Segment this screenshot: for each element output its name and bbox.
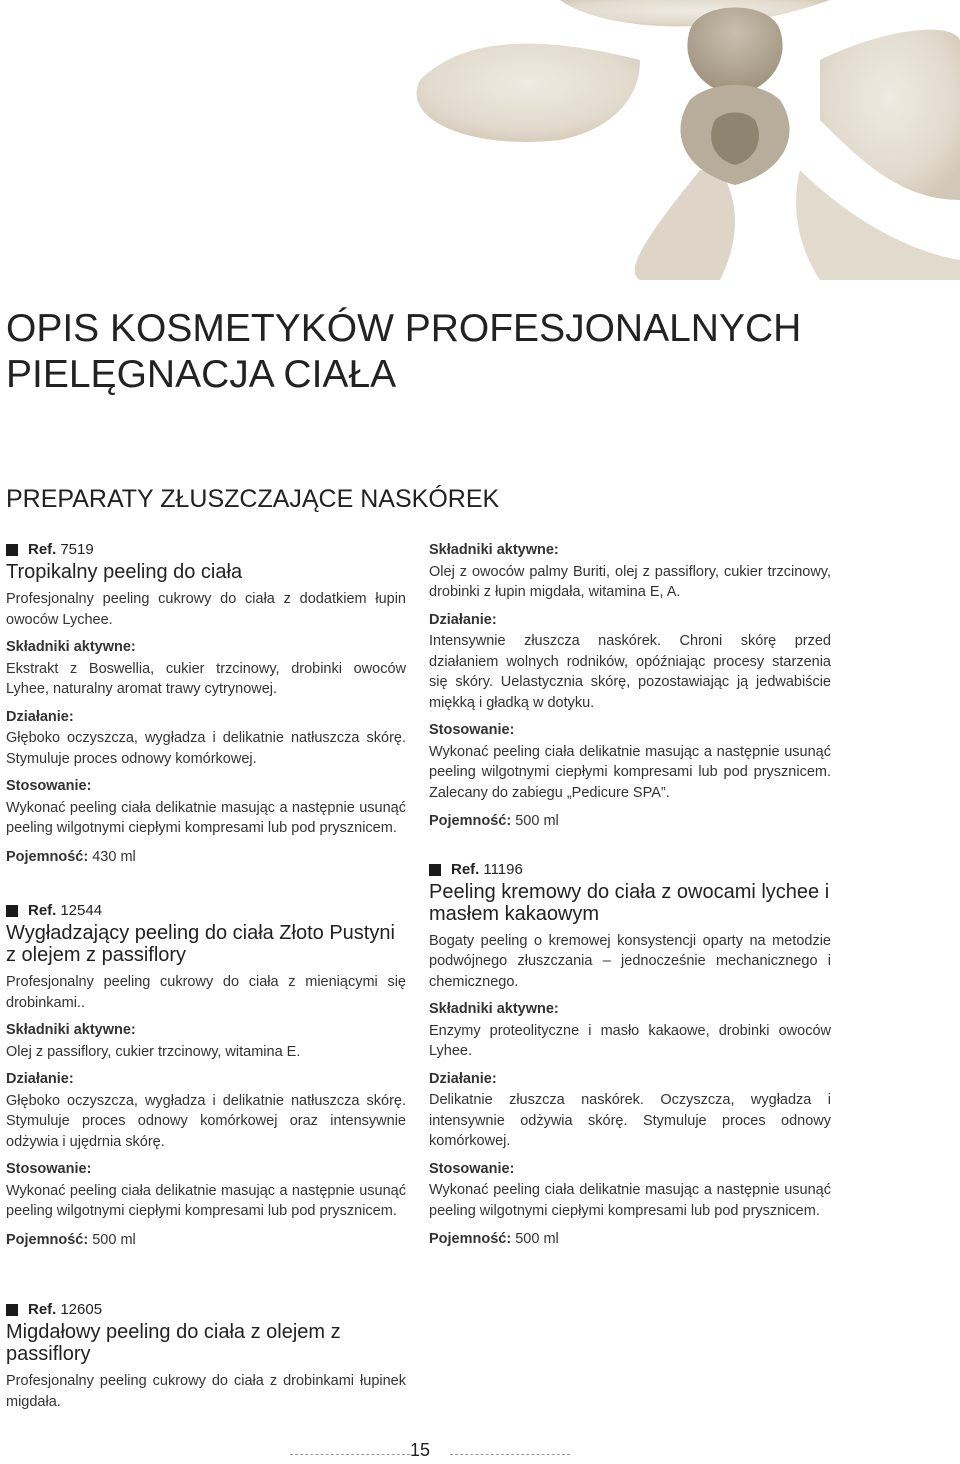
product-name: Peeling kremowy do ciała z owocami lychee i masłem kakaowym xyxy=(429,880,830,925)
right-column xyxy=(429,540,831,1250)
product-description: Profesjonalny peeling cukrowy do ciała z mieniącymi się drobinkami.. xyxy=(6,974,406,1011)
action-label: Działanie: xyxy=(429,611,497,628)
usage-text: Wykonać peeling ciała delikatnie masując a następnie usunąć peeling wilgotnymi ciepłymi kompresami lub pod prysznicem. xyxy=(429,1182,831,1219)
action-label: Działanie: xyxy=(6,708,74,725)
product-ref xyxy=(429,860,831,880)
ref-number: 12544 xyxy=(60,902,103,919)
action-text: Intensywnie złuszcza naskórek. Chroni skórę przed działaniem wolnych rodników, opóźniając procesy starzenia się skóry. Uelastycznia skórę, pozostawiając ją jedwabiście miękką i gładką w dotyku. xyxy=(429,633,831,711)
product-name: Migdałowy peeling do ciała z olejem z passiflory xyxy=(6,1321,341,1365)
usage-label: Stosowanie: xyxy=(429,722,515,738)
square-bullet-icon xyxy=(6,905,18,917)
product-name: Wygładzający peeling do ciała Złoto Pustyni z olejem z passiflory xyxy=(6,922,395,966)
product-continued xyxy=(429,540,831,832)
page-title-line-1: OPIS KOSMETYKÓW PROFESJONALNYCH xyxy=(6,307,802,350)
ingredients-text: Ekstrakt z Boswellia, cukier trzcinowy, drobinki owoców Lyhee, naturalny aromat trawy cytrynowej. xyxy=(6,660,406,697)
product-12605 xyxy=(6,1300,406,1412)
square-bullet-icon xyxy=(6,1304,18,1316)
ref-label: Ref. xyxy=(451,860,480,878)
capacity xyxy=(6,1230,406,1251)
ingredients-text: Olej z owoców palmy Buriti, olej z passiflory, cukier trzcinowy, drobinki z łupin migdała, witamina E, A. xyxy=(429,563,831,600)
ref-label: Ref. xyxy=(28,1301,57,1318)
capacity-value: 500 ml xyxy=(515,813,559,829)
orchid-image xyxy=(0,0,960,280)
footer-divider-left xyxy=(290,1454,410,1455)
capacity-value: 430 ml xyxy=(92,848,136,865)
ref-label: Ref. xyxy=(28,541,57,558)
product-11196 xyxy=(429,860,831,1250)
ref-number: 11196 xyxy=(483,860,523,878)
capacity-label: Pojemność: xyxy=(429,813,512,829)
usage-label: Stosowanie: xyxy=(6,1161,92,1177)
footer-divider-right xyxy=(450,1454,570,1455)
product-ref xyxy=(6,901,406,921)
bottom-column xyxy=(6,1300,406,1419)
usage-label: Stosowanie: xyxy=(6,778,92,794)
page-number: 15 xyxy=(409,1440,431,1460)
product-12544 xyxy=(6,901,406,1250)
ref-number: 12605 xyxy=(60,1301,103,1318)
product-name: Tropikalny peeling do ciała xyxy=(6,561,243,583)
capacity-label: Pojemność: xyxy=(429,1231,512,1247)
action-text: Delikatnie złuszcza naskórek. Oczyszcza, wygładza i intensywnie odżywia skórę. Stymuluje proces odnowy komórkowej. xyxy=(429,1092,831,1149)
ingredients-text: Olej z passiflory, cukier trzcinowy, witamina E. xyxy=(6,1043,301,1060)
ingredients-label: Składniki aktywne: xyxy=(6,1022,136,1038)
action-text: Głęboko oczyszcza, wygładza i delikatnie natłuszcza skórę. Stymuluje proces odnowy komórkowej oraz intensywnie odżywia i ujędrnia skórę. xyxy=(6,1092,406,1150)
square-bullet-icon xyxy=(6,544,18,556)
action-text: Głęboko oczyszcza, wygładza i delikatnie natłuszcza skórę. Stymuluje proces odnowy komórkowej. xyxy=(6,730,406,767)
capacity-value: 500 ml xyxy=(515,1231,559,1247)
usage-label: Stosowanie: xyxy=(429,1160,515,1177)
ingredients-label: Składniki aktywne: xyxy=(6,639,136,655)
ingredients-label: Składniki aktywne: xyxy=(429,1001,559,1017)
usage-text: Wykonać peeling ciała delikatnie masując a następnie usunąć peeling wilgotnymi ciepłymi kompresami lub pod prysznicem. xyxy=(6,1182,406,1219)
product-description: Profesjonalny peeling cukrowy do ciała z dodatkiem łupin owoców Lychee. xyxy=(6,591,406,628)
usage-text: Wykonać peeling ciała delikatnie masując a następnie usunąć peeling wilgotnymi ciepłymi kompresami lub pod prysznicem. xyxy=(6,799,406,836)
product-7519 xyxy=(6,540,406,867)
product-ref xyxy=(6,1300,406,1320)
square-bullet-icon xyxy=(429,864,441,876)
action-label: Działanie: xyxy=(429,1070,497,1087)
capacity xyxy=(6,847,406,868)
capacity-value: 500 ml xyxy=(92,1231,136,1248)
ref-number: 7519 xyxy=(60,541,94,558)
page-title xyxy=(6,306,801,398)
section-title: PREPARATY ZŁUSZCZAJĄCE NASKÓREK xyxy=(6,485,500,513)
usage-text: Wykonać peeling ciała delikatnie masując a następnie usunąć peeling wilgotnymi ciepłymi kompresami lub pod prysznicem. Zalecany do zabiegu „Pedicure SPA”. xyxy=(429,743,831,801)
product-ref xyxy=(6,540,406,560)
product-description: Profesjonalny peeling cukrowy do ciała z drobinkami łupinek migdała. xyxy=(6,1373,406,1410)
capacity-label: Pojemność: xyxy=(6,848,89,865)
product-description: Bogaty peeling o kremowej konsystencji oparty na metodzie podwójnego złuszczania – jednocześnie mechanicznego i chemicznego. xyxy=(429,932,831,990)
ref-label: Ref. xyxy=(28,902,57,919)
page-title-line-2: PIELĘGNACJA CIAŁA xyxy=(6,353,397,396)
action-label: Działanie: xyxy=(6,1071,74,1087)
capacity xyxy=(429,1229,831,1250)
left-column xyxy=(6,540,406,1250)
ingredients-text: Enzymy proteolityczne i masło kakaowe, drobinki owoców Lyhee. xyxy=(429,1022,831,1059)
capacity xyxy=(429,811,831,832)
ingredients-label: Składniki aktywne: xyxy=(429,542,559,558)
capacity-label: Pojemność: xyxy=(6,1231,89,1248)
